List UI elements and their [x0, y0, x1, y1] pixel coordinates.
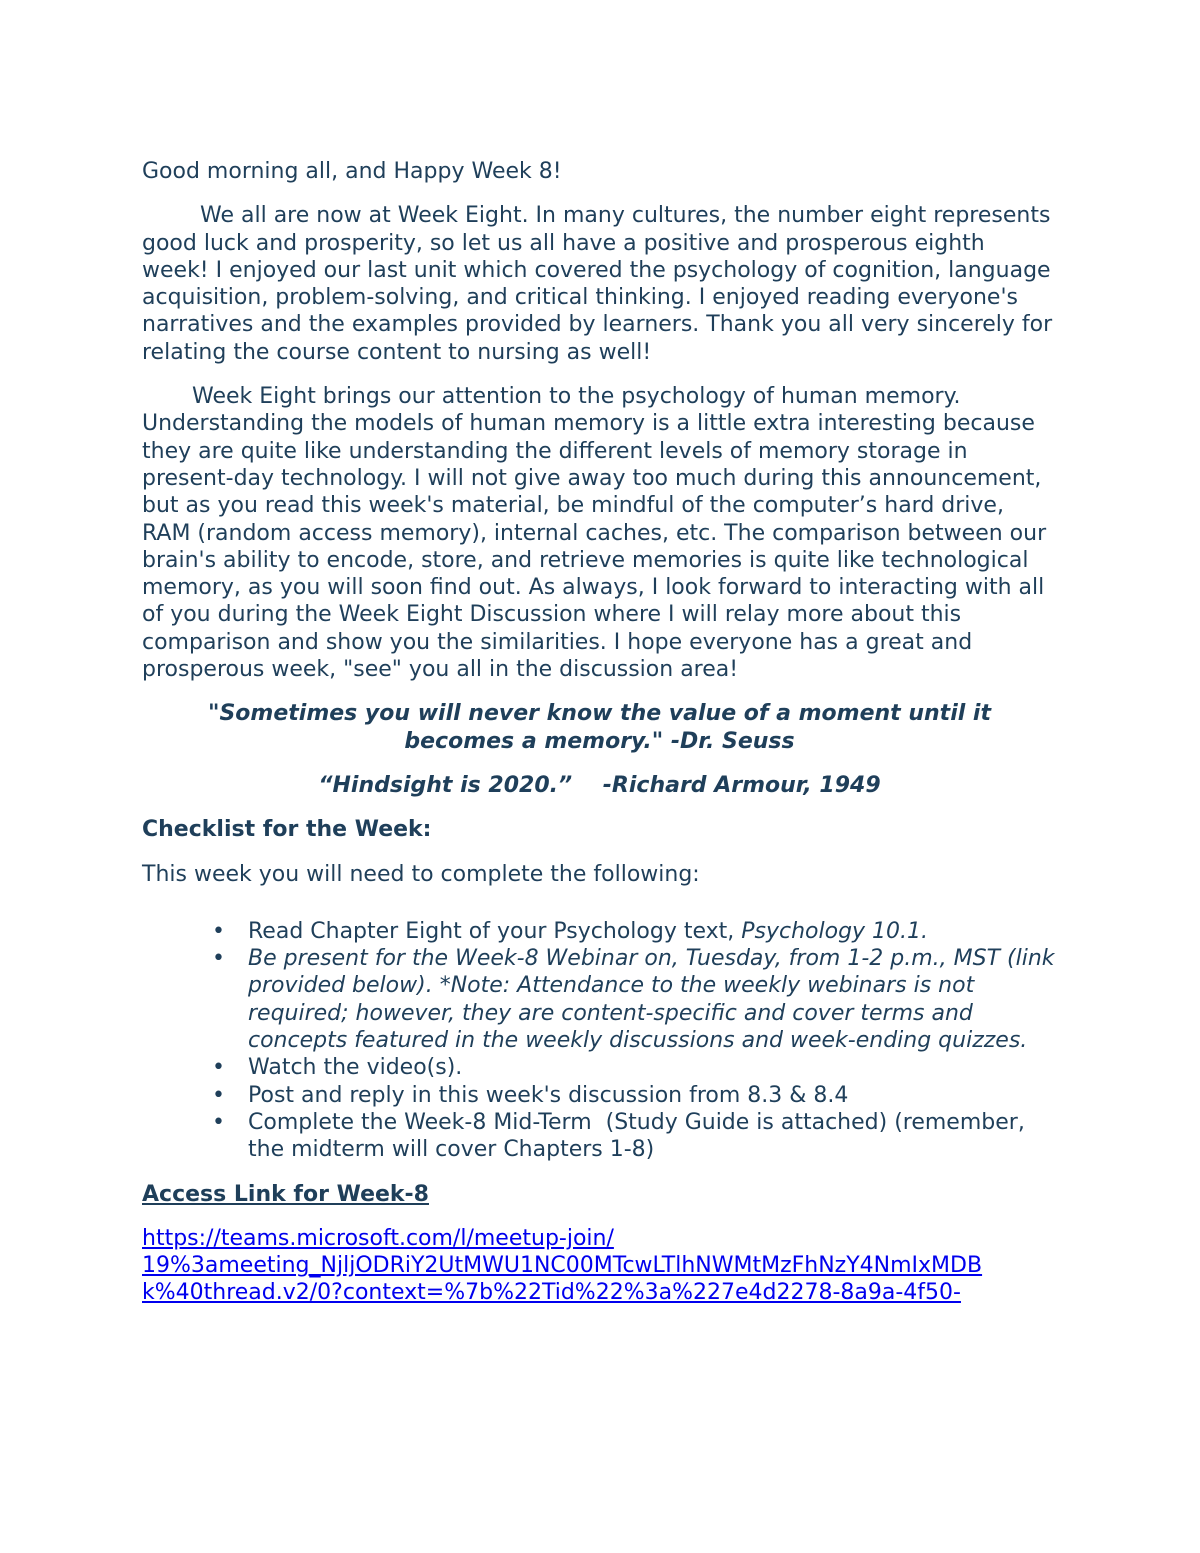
access-link-heading: Access Link for Week-8 [142, 1181, 429, 1207]
checklist-intro: This week you will need to complete the following: [142, 861, 700, 887]
list-item [142, 1109, 1057, 1164]
quote-seuss-line1: "Sometimes you will never know the value of a moment until it [208, 701, 991, 727]
checklist-item-midterm: Complete the Week-8 Mid-Term (Study Guide is attached) (remember, the midterm will cover Chapters 1-8) [248, 1109, 1032, 1163]
checklist-item-webinar: Be present for the Week-8 Webinar on, Tuesday, from 1-2 p.m., MST (link provided below). *Note: Attendance to the weekly webinars is not required; however, they are content-specific and cover terms and concepts featured in the weekly discussions and week-ending quizzes. [248, 946, 1055, 1054]
bullet-icon: • [212, 1109, 225, 1135]
meeting-link-line-3[interactable]: k%40thread.v2/0?context=%7b%22Tid%22%3a%227e4d2278-8a9a-4f50- [142, 1280, 961, 1306]
quote-armour: “Hindsight is 2020.” -Richard Armour, 1949 [318, 772, 881, 798]
list-item [142, 945, 1057, 1054]
meeting-link[interactable] [142, 1225, 1057, 1307]
quote-seuss-line2: becomes a memory." -Dr. Seuss [404, 728, 795, 754]
checklist [142, 918, 1057, 1164]
list-item [142, 1054, 1057, 1081]
meeting-link-line-2[interactable]: 19%3ameeting_NjljODRiY2UtMWU1NC00MTcwLTlhNWMtMzFhNzY4NmIxMDB [142, 1253, 983, 1279]
checklist-item-read-text: Read Chapter Eight of your Psychology text, [248, 918, 742, 944]
bullet-icon: • [212, 946, 225, 972]
list-item [142, 1082, 1057, 1109]
checklist-item-discussion: Post and reply in this week's discussion from 8.3 & 8.4 [248, 1082, 849, 1108]
checklist-item-read-title: Psychology 10.1. [741, 918, 929, 944]
paragraph-memory-text: Week Eight brings our attention to the psychology of human memory. Understanding the models of human memory is a little extra interesting because they are quite like understanding the different levels of memory storage in present-day technology. I will not give away too much during this announcement, but as you read this week's material, be mindful of the computer’s hard drive, RAM (random access memory), internal caches, etc. The comparison between our brain's ability to encode, store, and retrieve memories is quite like technological memory, as you will soon find out. As always, I look forward to interacting with all of you during the Week Eight Discussion where I will relay more about this comparison and show you the similarities. I hope everyone has a great and prosperous week, "see" you all in the discussion area! [142, 384, 1047, 683]
list-item [142, 918, 1057, 945]
announcement-document [142, 158, 1057, 1307]
greeting: Good morning all, and Happy Week 8! [142, 159, 562, 184]
bullet-icon: • [212, 918, 225, 944]
quote-seuss [142, 700, 1057, 755]
paragraph-week-eight-intro-text: We all are now at Week Eight. In many cultures, the number eight represents good luck and prosperity, so let us all have a positive and prosperous eighth week! I enjoyed our last unit which covered the psychology of cognition, language acquisition, problem-solving, and critical thinking. I enjoyed reading everyone's narratives and the examples provided by learners. Thank you all very sincerely for relating the course content to nursing as well! [142, 203, 1053, 365]
bullet-icon: • [212, 1082, 225, 1108]
paragraph-week-eight-intro [142, 202, 1057, 366]
meeting-link-line-1[interactable]: https://teams.microsoft.com/l/meetup-join/ [142, 1225, 614, 1251]
checklist-item-video: Watch the video(s). [248, 1055, 463, 1081]
paragraph-memory [142, 383, 1057, 683]
bullet-icon: • [212, 1055, 225, 1081]
checklist-heading: Checklist for the Week: [142, 817, 432, 843]
